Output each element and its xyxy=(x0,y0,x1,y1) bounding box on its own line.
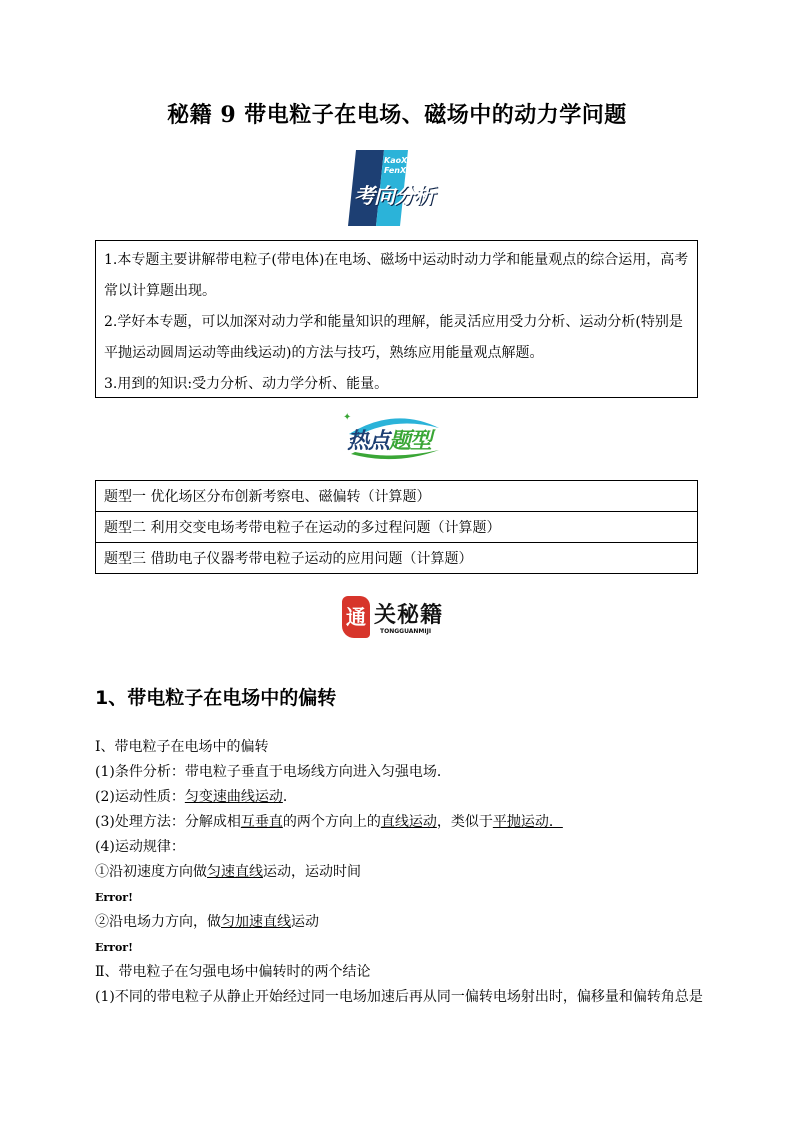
table-row xyxy=(96,543,698,574)
text-span: (2)运动性质： xyxy=(95,789,185,805)
logo-script: 关秘籍 xyxy=(374,602,444,628)
text-span: 运动，运动时间 xyxy=(263,864,361,880)
type-cell-3: 题型三 借助电子仪器考带电粒子运动的应用问题（计算题） xyxy=(96,543,698,574)
table-row xyxy=(96,512,698,543)
text-span: ①沿初速度方向做 xyxy=(95,864,207,880)
logo-text-a: 热点 xyxy=(347,429,390,454)
section-body xyxy=(95,735,705,1010)
text-span: (3)处理方法：分解成相 xyxy=(95,814,241,830)
error-placeholder: Error! xyxy=(95,891,133,904)
tongguan-miji-logo xyxy=(340,594,460,644)
underlined-term: 匀加速直线 xyxy=(221,914,291,930)
underlined-term: 匀变速曲线运动 xyxy=(184,789,283,805)
logo-text xyxy=(347,424,431,455)
text-span: ②沿电场力方向，做 xyxy=(95,914,221,930)
body-line: (1)不同的带电粒子从静止开始经过同一电场加速后再从同一偏转电场射出时，偏移量和偏转角总是 xyxy=(95,989,703,1005)
type-cell-2: 题型二 利用交变电场考带电粒子在运动的多过程问题（计算题） xyxy=(96,512,698,543)
logo-text-b: 题型 xyxy=(389,429,432,454)
logo-seal: 通 xyxy=(342,596,370,638)
error-placeholder: Error! xyxy=(95,941,133,954)
logo-small-text xyxy=(384,156,427,176)
underlined-term: 互垂直 xyxy=(240,814,283,830)
text-span: 的两个方向上的 xyxy=(282,814,381,830)
underlined-term: 匀速直线 xyxy=(207,864,263,880)
body-line: Ⅱ、带电粒子在匀强电场中偏转时的两个结论 xyxy=(95,964,371,980)
underlined-term: 直线运动 xyxy=(380,814,437,830)
underlined-term: 平抛运动． xyxy=(492,814,563,830)
body-line: (1)条件分析：带电粒子垂直于电场线方向进入匀强电场． xyxy=(95,764,451,780)
intro-box xyxy=(95,240,698,398)
table-row xyxy=(96,481,698,512)
section-heading: 1、带电粒子在电场中的偏转 xyxy=(95,687,337,709)
intro-item-2: 2.学好本专题，可以加深对动力学和能量知识的理解，能灵活应用受力分析、运动分析(特别是平抛运动圆周运动等曲线运动)的方法与技巧，熟练应用能量观点解题。 xyxy=(104,314,683,361)
logo-small-line1: KaoXiang xyxy=(384,156,427,165)
body-line xyxy=(95,910,705,935)
kaoxiang-fenxi-logo xyxy=(350,148,450,230)
text-span: ，类似于 xyxy=(436,814,493,830)
type-cell-1: 题型一 优化场区分布创新考察电、磁偏转（计算题） xyxy=(96,481,698,512)
text-span: ． xyxy=(282,789,297,805)
svg-text:✦: ✦ xyxy=(343,412,352,423)
logo-big-text: 考向分析 xyxy=(354,184,434,208)
question-types-table xyxy=(95,480,698,574)
logo-small-line2: FenXi xyxy=(384,166,409,175)
text-span: 运动 xyxy=(291,914,319,930)
body-line xyxy=(95,860,705,885)
body-line xyxy=(95,785,705,810)
body-line: (4)运动规律： xyxy=(95,839,185,855)
intro-item-1: 1.本专题主要讲解带电粒子(带电体)在电场、磁场中运动时动力学和能量观点的综合运用，高考常以计算题出现。 xyxy=(104,252,689,299)
body-line: Ⅰ、带电粒子在电场中的偏转 xyxy=(95,739,269,755)
redian-tixing-logo xyxy=(335,408,455,468)
intro-item-3: 3.用到的知识:受力分析、动力学分析、能量。 xyxy=(104,376,389,392)
page-title: 秘籍 9 带电粒子在电场、磁场中的动力学问题 xyxy=(167,102,627,128)
body-line xyxy=(95,810,705,835)
logo-pinyin: TONGGUANMIJI xyxy=(380,628,432,635)
